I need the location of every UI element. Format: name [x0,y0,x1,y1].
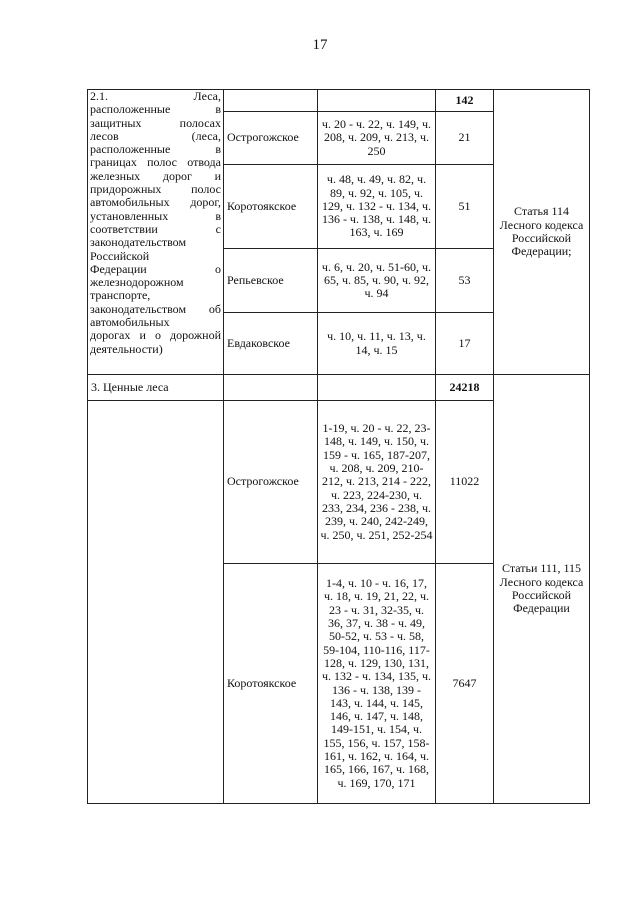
area-value: 17 [436,313,494,375]
category-line: законодательством об [90,301,221,316]
district-name: Коротоякское [224,564,318,804]
section-2-category: 3. Ценные леса [88,375,224,401]
empty-category-cell [88,401,224,804]
section-1-legal-basis: Статья 114 Лесного кодекса Российской Федерации; [494,90,590,375]
district-name: Острогожское [224,112,318,165]
plots-list: 1-4, ч. 10 - ч. 16, 17, ч. 18, ч. 19, 21, 22, ч. 23 - ч. 31, 32-35, ч. 36, 37, ч. 38 - ч. 49, 50-52, ч. 53 - ч. 58, 59-104, 110-116, 117-128, ч. 129, 130, 131, ч. 132 - ч. 134, 135, ч. 136 - ч. 138, 139 - 143, ч. 144, ч. 145, 146, ч. 147, ч. 148, 149-151, ч. 154, ч. 155, 156, ч. 157, 158-161, ч. 162, ч. 164, ч. 165, 166, 167, ч. 168, ч. 169, 170, 171 [318,564,436,804]
forest-table [87,89,590,804]
district-name: Репьевское [224,249,318,313]
district-name: Острогожское [224,401,318,564]
page-number: 17 [312,37,328,53]
empty-plots-cell [318,375,436,401]
plots-list: 1-19, ч. 20 - ч. 22, 23-148, ч. 149, ч. 150, ч. 159 - ч. 165, 187-207, ч. 208, ч. 209, 210-212, ч. 213, 214 - 222, ч. 223, 224-230, ч. 233, 234, 236 - 238, ч. 239, ч. 240, 242-249, ч. 250, ч. 251, 252-254 [318,401,436,564]
section-2-total: 24218 [436,375,494,401]
category-line: соответствии с [90,221,221,236]
category-line: лесов (леса, [90,128,221,143]
plots-list: ч. 10, ч. 11, ч. 13, ч. 14, ч. 15 [318,313,436,375]
area-value: 21 [436,112,494,165]
category-line: Федерации о [90,261,221,276]
category-line: придорожных полос [90,182,221,197]
empty-plots-cell [318,90,436,112]
category-line: расположенные в [90,102,221,117]
category-line: границах полос отвода [90,155,221,170]
category-line: расположенные в [90,142,221,157]
empty-district-cell [224,90,318,112]
plots-list: ч. 20 - ч. 22, ч. 149, ч. 208, ч. 209, ч. 213, ч. 250 [318,112,436,165]
category-line: автомобильных дорог, [90,195,221,210]
section-1-category-text [90,90,221,356]
category-line: законодательством [90,235,187,250]
district-name: Евдаковское [224,313,318,375]
section-1-total: 142 [436,90,494,112]
category-line: деятельности) [90,341,163,356]
area-value: 53 [436,249,494,313]
category-line: дорогах и о дорожной [90,328,221,343]
district-name: Коротоякское [224,165,318,249]
section-1-header-row [88,90,590,112]
category-line: транспорте, [90,288,151,303]
empty-district-cell [224,375,318,401]
plots-list: ч. 48, ч. 49, ч. 82, ч. 89, ч. 92, ч. 105, ч. 129, ч. 132 - ч. 134, ч. 136 - ч. 138, ч. 148, ч. 163, ч. 169 [318,165,436,249]
area-value: 11022 [436,401,494,564]
category-line: железнодорожном [90,275,184,290]
category-line: 2.1. Леса, [90,89,221,103]
area-value: 7647 [436,564,494,804]
area-value: 51 [436,165,494,249]
section-1-category-cell [88,90,224,375]
category-line: железных дорог и [90,168,221,183]
category-line: защитных полосах [90,115,221,130]
plots-list: ч. 6, ч. 20, ч. 51-60, ч. 65, ч. 85, ч. 90, ч. 92, ч. 94 [318,249,436,313]
section-2-legal-basis: Статьи 111, 115 Лесного кодекса Российской Федерации [494,375,590,804]
category-line: автомобильных [90,315,170,330]
section-2-header-row [88,375,590,401]
category-line: установленных в [90,208,221,223]
category-line: Российской [90,248,150,263]
